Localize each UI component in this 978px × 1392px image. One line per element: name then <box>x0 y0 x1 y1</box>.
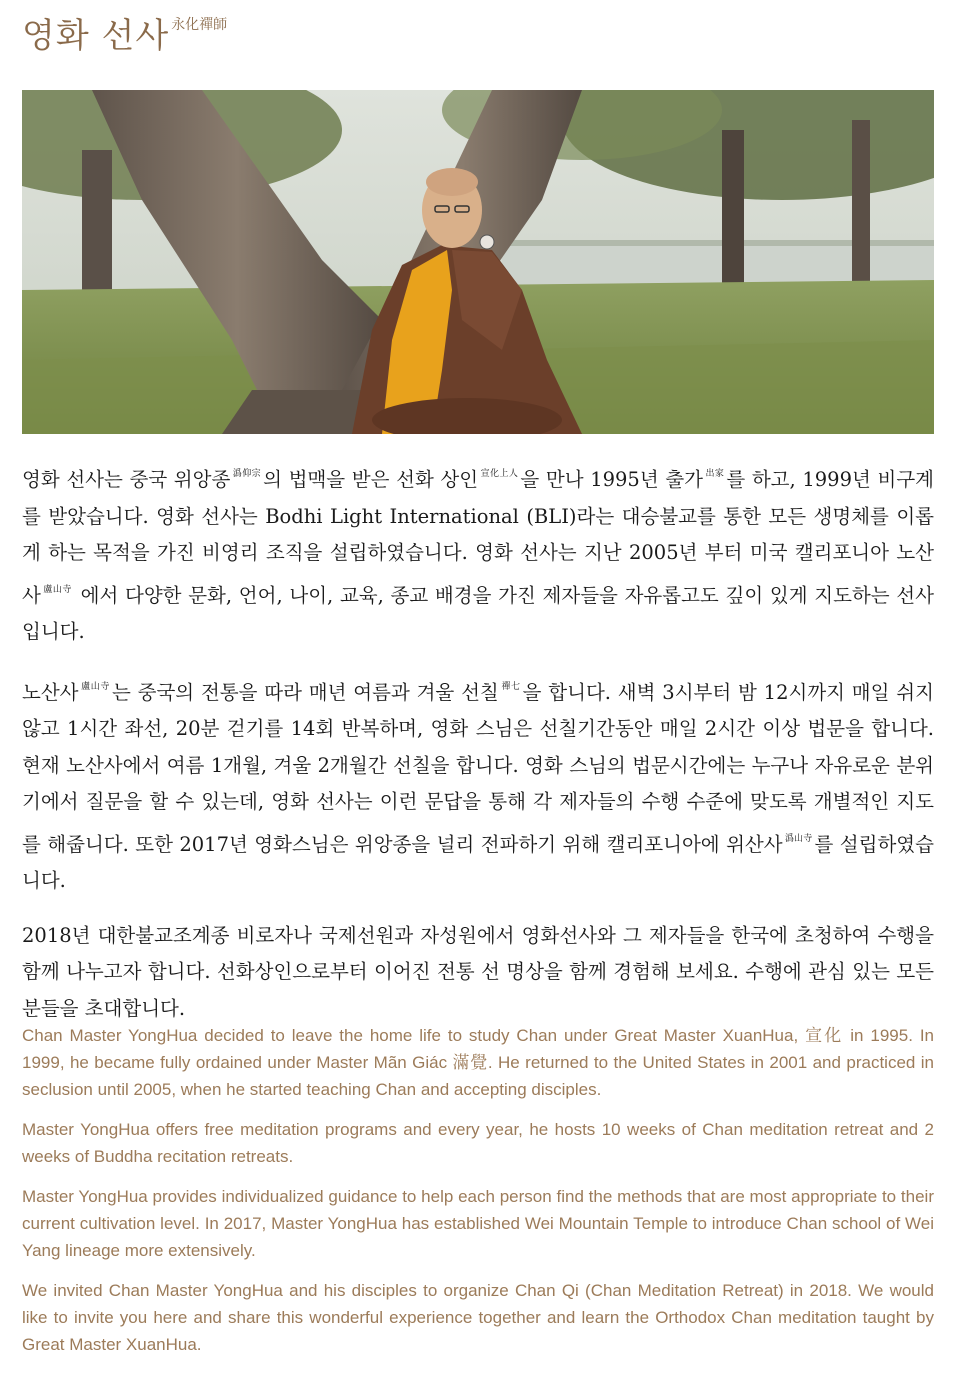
text-span: 에서 다양한 문화, 언어, 나이, 교육, 종교 배경을 가진 제자들을 자유롭고도 깊이 있게 지도하는 선사입니다. <box>22 583 934 643</box>
page-title: 영화 선사 <box>22 16 170 56</box>
text-span: 을 만나 1995년 출가 <box>520 468 703 491</box>
hanja-annotation: 宣化上人 <box>480 469 519 479</box>
text-span: 는 중국의 전통을 따라 매년 여름과 겨울 선칠 <box>111 680 499 704</box>
hanja-annotation: 禪七 <box>500 681 521 692</box>
english-paragraph: We invited Chan Master YongHua and his disciples to organize Chan Qi (Chan Meditation Retreat) in 2018. We would like to invite you here and share this wonderful experience together and learn the Orthodox Chan meditation taught by Great Master XuanHua. <box>22 1281 934 1354</box>
korean-description <box>22 456 934 1045</box>
english-paragraph: Master YongHua provides individualized guidance to help each person find the methods that are most appropriate to their current cultivation level. In 2017, Master YongHua has established Wei Mountain Temple to introduce Chan school of Wei Yang lineage more extensively. <box>22 1187 934 1260</box>
english-paragraph: Master YongHua offers free meditation programs and every year, he hosts 10 weeks of Chan meditation retreat and 2 weeks of Buddha recitation retreats. <box>22 1120 934 1166</box>
english-description <box>22 1022 934 1371</box>
english-paragraph: Chan Master YongHua decided to leave the home life to study Chan under Great Master XuanHua, 宣化 in 1995. In 1999, he became fully ordained under Master Mãn Giác 滿覺. He returned to the United States in 2001 and practiced in seclusion until 2005, when he started teaching Chan and accepting disciples. <box>22 1026 934 1099</box>
hanja-annotation: 盧山寺 <box>42 584 72 595</box>
text-span: 를 하고, 1999년 비구계를 받았습니다. 영화 선사는 Bodhi Light International (BLI)라는 대승불교를 통한 모든 생명체를 이롭게 하는 목적을 가진 비영리 조직을 설립하였습니다. 영화 선사는 지난 2005년 부터 미국 캘리포니아 노산사 <box>22 468 934 607</box>
korean-paragraph <box>22 669 934 900</box>
korean-paragraph <box>22 456 934 651</box>
hero-photo <box>22 90 934 434</box>
hanja-annotation: 潙山寺 <box>784 833 813 844</box>
hanja-annotation: 出家 <box>705 469 725 479</box>
text-span: 를 설립하였습니다. <box>22 832 934 892</box>
text-span: 노산사 <box>22 680 79 704</box>
korean-paragraph: 2018년 대한불교조계종 비로자나 국제선원과 자성원에서 영화선사와 그 제자들을 한국에 초청하여 수행을 함께 나누고자 합니다. 선화상인으로부터 이어진 전통 선 명상을 함께 경험해 보세요. 수행에 관심 있는 모든 분들을 초대합니다. <box>22 923 934 1020</box>
meditating-monk-image <box>22 90 934 434</box>
hanja-annotation: 盧山寺 <box>80 681 110 692</box>
title-hanja: 永化禪師 <box>171 17 228 33</box>
hanja-annotation: 潙仰宗 <box>232 469 262 479</box>
text-span: 영화 선사는 중국 위앙종 <box>22 468 231 491</box>
text-span: 을 합니다. 새벽 3시부터 밤 12시까지 매일 쉬지 않고 1시간 좌선, 20분 걷기를 14회 반복하며, 영화 스님은 선칠기간동안 매일 2시간 이상 법문을 합니다. 현재 노산사에서 여름 1개월, 겨울 2개월간 선칠을 합니다. 영화 스님의 법문시간에는 누구나 자유로운 분위기에서 질문을 할 수 있는데, 영화 선사는 이런 문답을 통해 각 제자들의 수행 수준에 맞도록 개별적인 지도를 해줍니다. 또한 2017년 영화스님은 위앙종을 널리 전파하기 위해 캘리포니아에 위산사 <box>22 680 934 856</box>
title-row <box>22 8 227 68</box>
text-span: 의 법맥을 받은 선화 상인 <box>263 468 479 491</box>
